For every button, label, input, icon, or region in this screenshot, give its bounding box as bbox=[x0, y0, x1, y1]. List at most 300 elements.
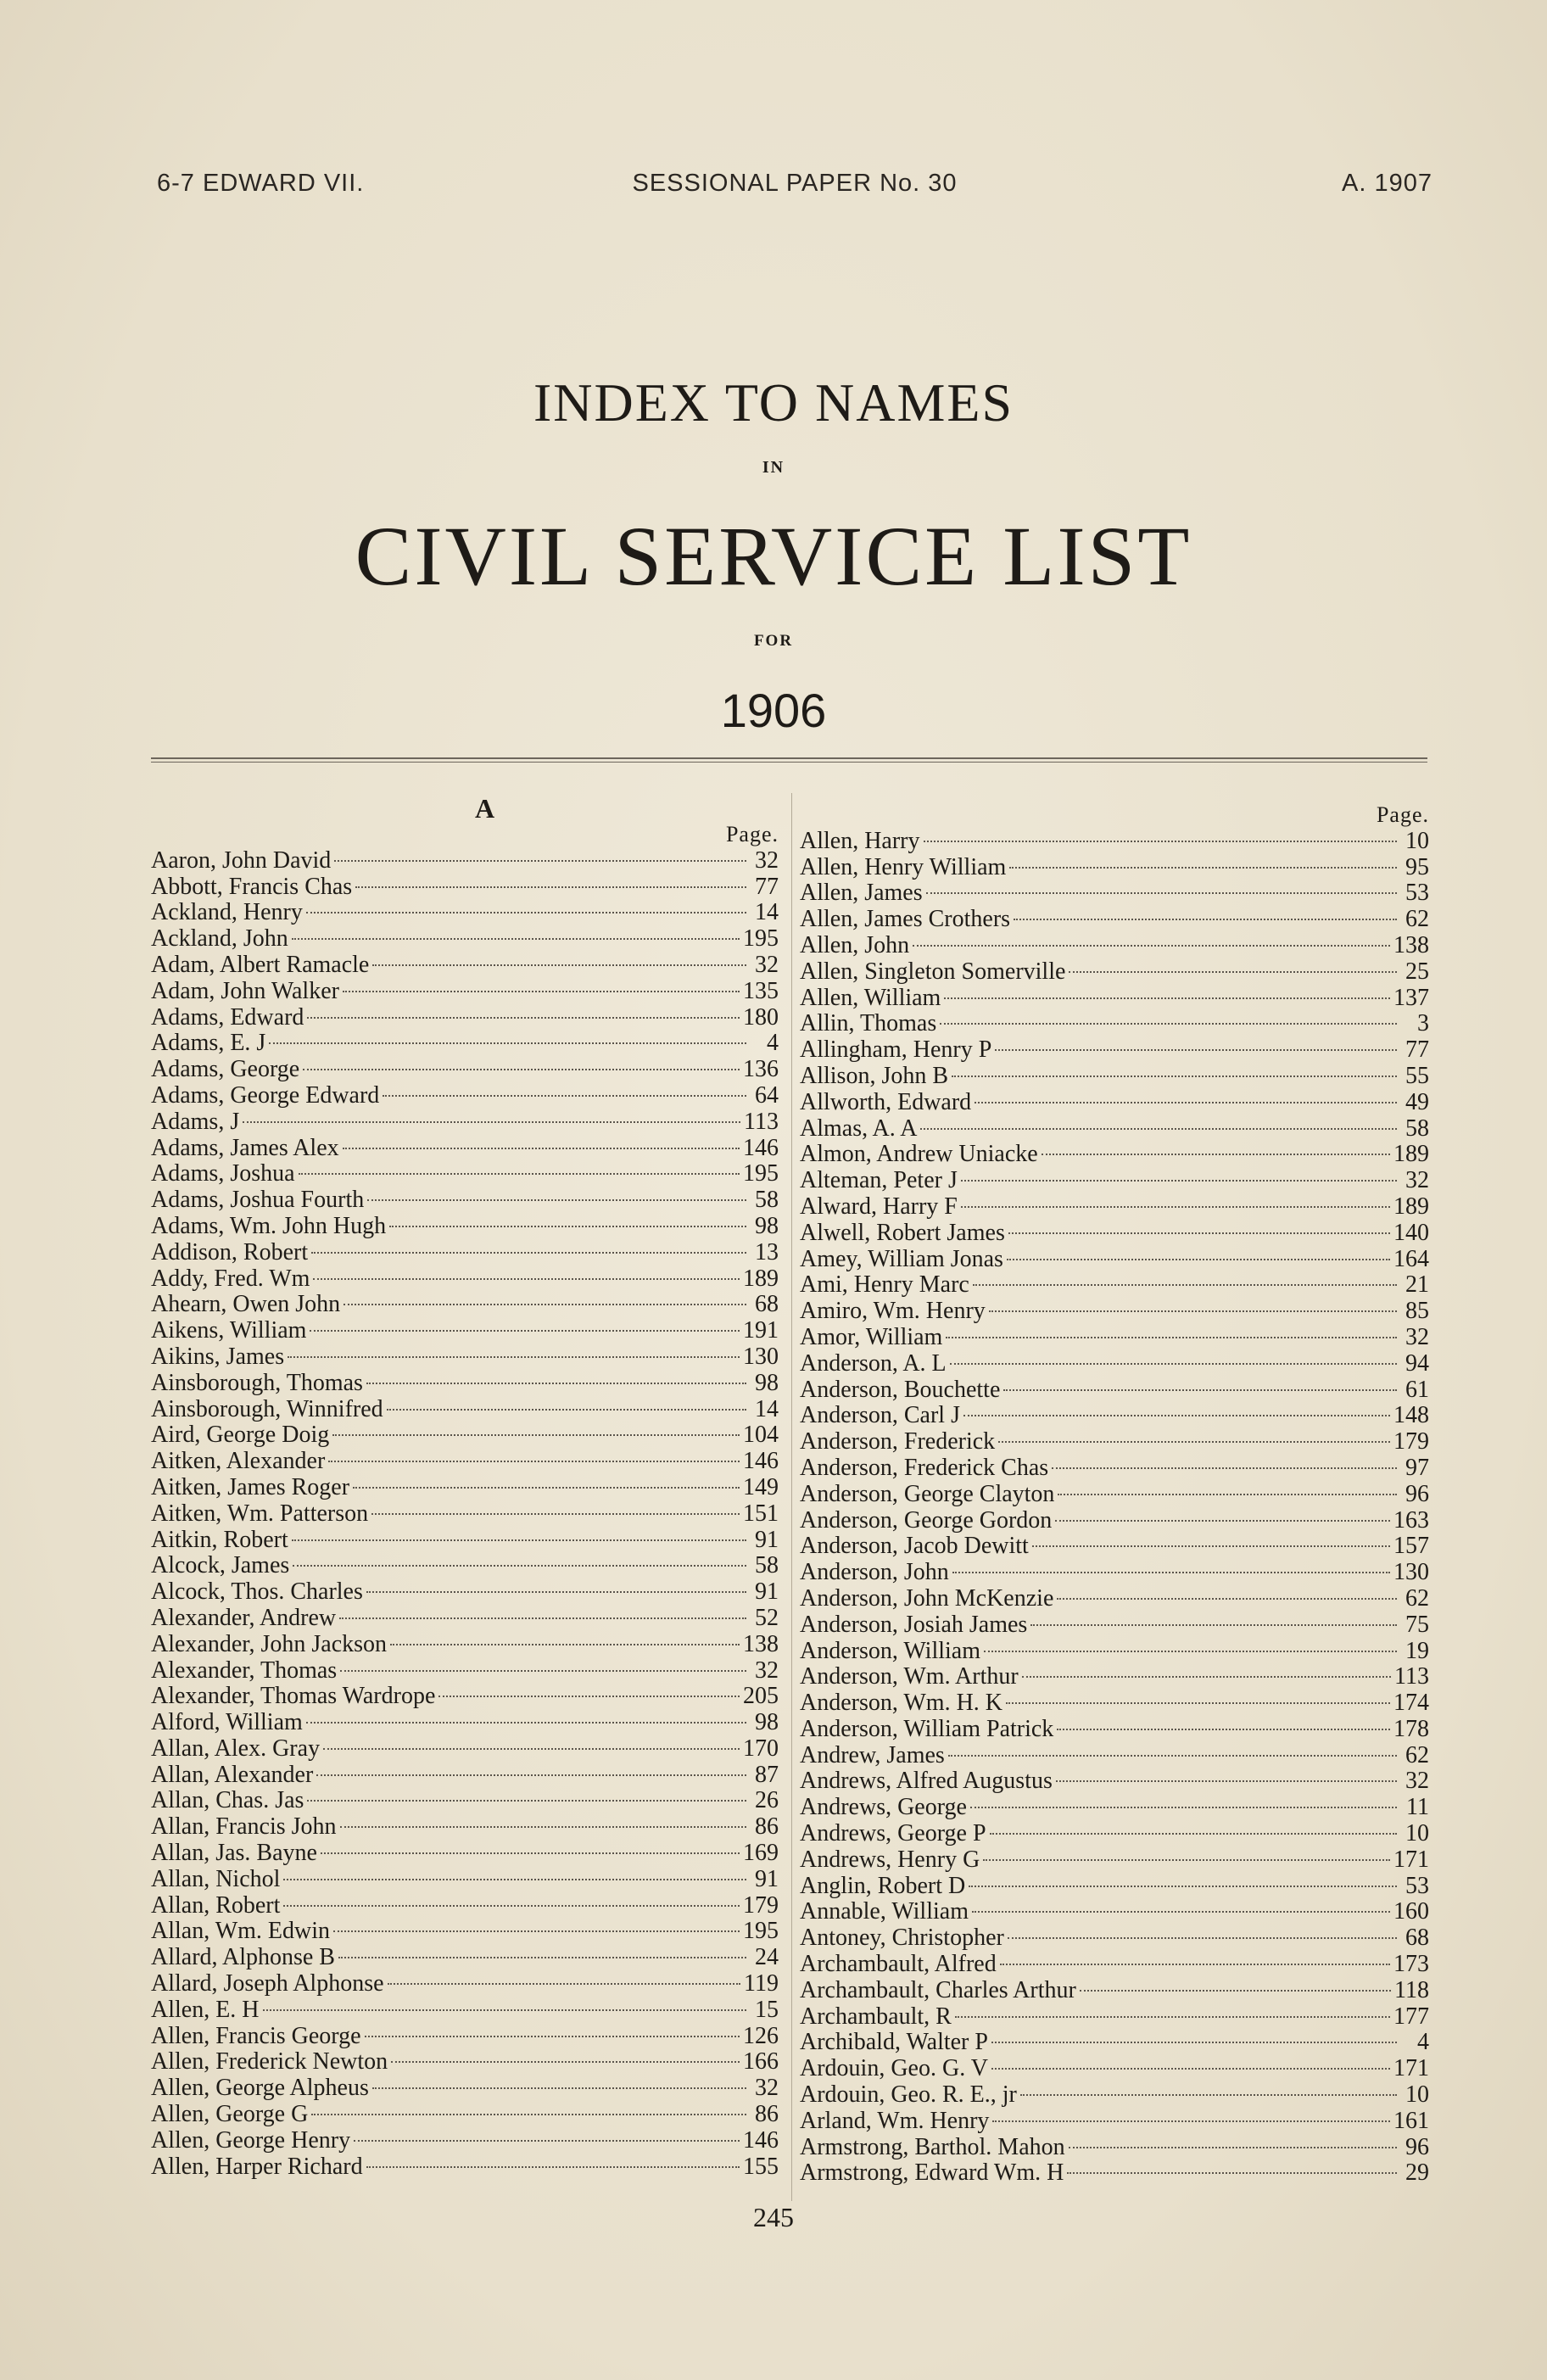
entry-page: 173 bbox=[1393, 1952, 1429, 1978]
entry-name: Allan, Alex. Gray bbox=[151, 1735, 321, 1762]
entry-name: Amiro, Wm. Henry bbox=[800, 1299, 986, 1325]
entry-page: 98 bbox=[755, 1370, 779, 1396]
entry-page: 189 bbox=[743, 1265, 779, 1292]
entry-page: 32 bbox=[1405, 1768, 1429, 1795]
leader-dots bbox=[299, 1173, 740, 1175]
entry-name: Ardouin, Geo. G. V bbox=[800, 2056, 988, 2082]
entry-name: Allan, Alexander bbox=[151, 1762, 314, 1788]
column-divider bbox=[791, 793, 792, 2201]
index-entry bbox=[151, 1919, 779, 1945]
leader-dots bbox=[992, 2120, 1390, 2122]
entry-name: Allin, Thomas bbox=[800, 1011, 937, 1037]
index-entry bbox=[151, 2154, 779, 2181]
index-entry bbox=[151, 1997, 779, 2024]
title-year: 1906 bbox=[720, 684, 827, 737]
index-entry bbox=[800, 1482, 1429, 1508]
entry-name: Adams, George Edward bbox=[151, 1082, 380, 1109]
entry-name: Adam, John Walker bbox=[151, 978, 339, 1004]
leader-dots bbox=[306, 1722, 746, 1724]
entry-page: 146 bbox=[743, 1449, 779, 1475]
leader-dots bbox=[343, 991, 740, 992]
entry-page: 195 bbox=[743, 1161, 779, 1187]
entry-name: Allen, Francis George bbox=[151, 2023, 361, 2049]
index-entry bbox=[151, 1109, 779, 1136]
leader-dots bbox=[1009, 867, 1397, 869]
leader-dots bbox=[306, 912, 746, 913]
index-entry bbox=[151, 1187, 779, 1214]
entry-page: 98 bbox=[755, 1710, 779, 1736]
index-entry bbox=[800, 1011, 1429, 1037]
index-entry bbox=[800, 2109, 1429, 2135]
entry-page: 195 bbox=[743, 926, 779, 953]
leader-dots bbox=[388, 1983, 741, 1985]
leader-dots bbox=[303, 1069, 740, 1070]
index-entry bbox=[800, 2056, 1429, 2082]
index-entry bbox=[800, 2030, 1429, 2056]
leader-dots bbox=[366, 2166, 740, 2168]
entry-page: 26 bbox=[755, 1788, 779, 1814]
entry-page: 113 bbox=[744, 1109, 779, 1135]
entry-name: Anderson, A. L bbox=[800, 1350, 947, 1377]
entry-page: 179 bbox=[743, 1892, 779, 1919]
leader-dots bbox=[969, 1886, 1397, 1887]
leader-dots bbox=[328, 1461, 740, 1462]
entry-name: Ackland, Henry bbox=[151, 900, 303, 926]
entry-page: 21 bbox=[1405, 1272, 1429, 1299]
index-entry bbox=[800, 1768, 1429, 1795]
index-entry bbox=[800, 959, 1429, 986]
index-entry bbox=[800, 1116, 1429, 1143]
index-entry bbox=[151, 2102, 779, 2128]
index-entry bbox=[151, 874, 779, 901]
entry-name: Allen, George G bbox=[151, 2102, 309, 2128]
leader-dots bbox=[292, 938, 740, 940]
index-entry bbox=[800, 2004, 1429, 2031]
entry-name: Armstrong, Edward Wm. H bbox=[800, 2160, 1064, 2187]
index-entry bbox=[151, 979, 779, 1005]
entry-page: 96 bbox=[1405, 1481, 1429, 1507]
leader-dots bbox=[1008, 1232, 1390, 1234]
entry-name: Anderson, George Clayton bbox=[800, 1481, 1055, 1507]
leader-dots bbox=[989, 1310, 1397, 1312]
index-entry bbox=[151, 1371, 779, 1397]
entry-name: Arland, Wm. Henry bbox=[800, 2108, 990, 2134]
leader-dots bbox=[307, 1800, 746, 1802]
leader-dots bbox=[926, 892, 1397, 894]
entry-name: Amey, William Jonas bbox=[800, 1246, 1003, 1272]
entry-name: Allen, Harry bbox=[800, 828, 920, 854]
entry-name: Allan, Francis John bbox=[151, 1814, 337, 1841]
leader-dots bbox=[952, 1572, 1390, 1573]
entry-name: Anderson, Frederick bbox=[800, 1429, 996, 1455]
leader-dots bbox=[995, 1049, 1397, 1051]
leader-dots bbox=[1057, 1598, 1397, 1600]
entry-name: Allen, James bbox=[800, 880, 923, 907]
entry-name: Archambault, R bbox=[800, 2003, 952, 2030]
leader-dots bbox=[313, 1278, 740, 1280]
leader-dots bbox=[991, 2042, 1397, 2043]
entry-page: 140 bbox=[1393, 1220, 1429, 1246]
entry-name: Allen, E. H bbox=[151, 1997, 260, 2023]
entry-page: 32 bbox=[755, 952, 779, 978]
entry-name: Aikens, William bbox=[151, 1318, 307, 1344]
entry-page: 205 bbox=[743, 1684, 779, 1710]
index-entry bbox=[151, 2128, 779, 2154]
index-entry bbox=[151, 1553, 779, 1579]
entry-name: Anderson, William bbox=[800, 1638, 980, 1664]
entry-page: 58 bbox=[755, 1553, 779, 1579]
leader-dots bbox=[1014, 919, 1397, 920]
index-entry bbox=[800, 1952, 1429, 1978]
leader-dots bbox=[1069, 971, 1397, 973]
leader-dots bbox=[1055, 1520, 1390, 1522]
entry-name: Allard, Alphonse B bbox=[151, 1945, 335, 1971]
entry-name: Alward, Harry F bbox=[800, 1193, 958, 1220]
index-entry bbox=[800, 1612, 1429, 1639]
leader-dots bbox=[340, 1670, 746, 1672]
leader-dots bbox=[955, 2016, 1390, 2018]
index-entry bbox=[151, 1710, 779, 1736]
index-entry bbox=[151, 2049, 779, 2076]
entry-page: 177 bbox=[1393, 2003, 1429, 2030]
leader-dots bbox=[1032, 1545, 1390, 1547]
entry-page: 98 bbox=[755, 1213, 779, 1239]
entry-name: Alcock, James bbox=[151, 1553, 290, 1579]
entry-page: 32 bbox=[755, 2076, 779, 2102]
leader-dots bbox=[1067, 2172, 1397, 2174]
entry-name: Allen, Singleton Somerville bbox=[800, 958, 1066, 985]
leader-dots bbox=[973, 1284, 1397, 1286]
entry-name: Anderson, Carl J bbox=[800, 1403, 960, 1429]
leader-dots bbox=[961, 1180, 1397, 1182]
index-entry bbox=[151, 1788, 779, 1814]
leader-dots bbox=[366, 1591, 746, 1593]
entry-name: Allingham, Henry P bbox=[800, 1037, 992, 1064]
leader-dots bbox=[367, 1199, 746, 1201]
entry-name: Alwell, Robert James bbox=[800, 1220, 1005, 1246]
entry-name: Annable, William bbox=[800, 1899, 969, 1925]
entry-name: Aitken, Wm. Patterson bbox=[151, 1500, 369, 1527]
entry-page: 55 bbox=[1405, 1063, 1429, 1089]
index-entry bbox=[151, 1449, 779, 1475]
leader-dots bbox=[307, 1017, 740, 1019]
entry-page: 58 bbox=[755, 1187, 779, 1214]
leader-dots bbox=[343, 1304, 746, 1305]
entry-page: 32 bbox=[1405, 1324, 1429, 1350]
entry-page: 64 bbox=[755, 1082, 779, 1109]
entry-name: Anderson, Josiah James bbox=[800, 1612, 1028, 1638]
page-column-heading: Page. bbox=[1376, 802, 1429, 827]
entry-page: 91 bbox=[755, 1527, 779, 1553]
index-entry bbox=[800, 1429, 1429, 1455]
entry-page: 91 bbox=[755, 1579, 779, 1606]
index-entry bbox=[151, 953, 779, 979]
index-entry bbox=[800, 2135, 1429, 2161]
leader-dots bbox=[323, 1748, 740, 1750]
entry-page: 126 bbox=[743, 2023, 779, 2049]
leader-dots bbox=[438, 1696, 740, 1697]
leader-dots bbox=[366, 1383, 746, 1384]
entry-name: Allen, Harper Richard bbox=[151, 2154, 363, 2180]
entry-page: 86 bbox=[755, 1814, 779, 1841]
entry-page: 52 bbox=[755, 1605, 779, 1631]
entry-page: 118 bbox=[1394, 1977, 1429, 2003]
entry-name: Addison, Robert bbox=[151, 1239, 309, 1265]
index-entry bbox=[151, 1528, 779, 1554]
entry-page: 191 bbox=[743, 1318, 779, 1344]
index-entry bbox=[800, 1821, 1429, 1847]
leader-dots bbox=[1007, 1259, 1390, 1260]
entry-name: Armstrong, Barthol. Mahon bbox=[800, 2134, 1065, 2160]
leader-dots bbox=[970, 1807, 1397, 1808]
page-number: 245 bbox=[753, 2202, 794, 2232]
entry-name: Antoney, Christopher bbox=[800, 1925, 1004, 1952]
title-rule bbox=[151, 757, 1427, 763]
entry-name: Ainsborough, Winnifred bbox=[151, 1396, 383, 1422]
entry-page: 178 bbox=[1393, 1716, 1429, 1742]
leader-dots bbox=[1058, 1494, 1397, 1495]
leader-dots bbox=[1020, 2094, 1397, 2096]
index-entry bbox=[151, 1031, 779, 1057]
entry-name: Allen, George Henry bbox=[151, 2127, 351, 2154]
entry-name: Aitken, Alexander bbox=[151, 1449, 326, 1475]
entry-name: Aikins, James bbox=[151, 1344, 285, 1370]
leader-dots bbox=[353, 1487, 740, 1489]
index-entry bbox=[800, 1795, 1429, 1821]
index-entry bbox=[800, 829, 1429, 855]
entry-page: 3 bbox=[1417, 1011, 1429, 1037]
index-entry bbox=[800, 1221, 1429, 1247]
entry-page: 97 bbox=[1405, 1455, 1429, 1481]
entry-name: Anglin, Robert D bbox=[800, 1873, 966, 1899]
entry-name: Allan, Chas. Jas bbox=[151, 1788, 304, 1814]
index-entry bbox=[151, 1397, 779, 1423]
entry-page: 15 bbox=[755, 1997, 779, 2023]
index-entry bbox=[151, 1893, 779, 1919]
entry-page: 146 bbox=[743, 2127, 779, 2154]
leader-dots bbox=[1006, 1702, 1390, 1704]
section-letter: A bbox=[475, 793, 495, 824]
index-entry bbox=[800, 1586, 1429, 1612]
leader-dots bbox=[952, 1075, 1397, 1077]
entry-name: Aaron, John David bbox=[151, 847, 332, 874]
entry-name: Anderson, Wm. H. K bbox=[800, 1690, 1003, 1717]
entry-name: Archambault, Charles Arthur bbox=[800, 1977, 1076, 2003]
index-entry bbox=[151, 1292, 779, 1318]
index-entry bbox=[151, 1501, 779, 1528]
entry-name: Adam, Albert Ramacle bbox=[151, 952, 370, 978]
entry-name: Adams, Edward bbox=[151, 1004, 304, 1031]
leader-dots bbox=[390, 1644, 740, 1645]
index-entry bbox=[151, 1736, 779, 1763]
entry-page: 29 bbox=[1405, 2160, 1429, 2187]
index-entry bbox=[800, 1874, 1429, 1900]
leader-dots bbox=[311, 1252, 746, 1254]
leader-dots bbox=[1030, 1624, 1397, 1626]
entry-page: 62 bbox=[1405, 1742, 1429, 1768]
entry-page: 4 bbox=[767, 1031, 779, 1057]
leader-dots bbox=[334, 860, 746, 862]
leader-dots bbox=[948, 1755, 1397, 1757]
entry-name: Adams, Wm. John Hugh bbox=[151, 1213, 387, 1239]
entry-page: 189 bbox=[1393, 1142, 1429, 1168]
leader-dots bbox=[340, 1826, 746, 1828]
entry-name: Aird, George Doig bbox=[151, 1422, 330, 1449]
leader-dots bbox=[1000, 1964, 1390, 1965]
index-entry bbox=[151, 1475, 779, 1501]
entry-page: 49 bbox=[1405, 1089, 1429, 1115]
entry-page: 170 bbox=[743, 1735, 779, 1762]
leader-dots bbox=[1052, 1467, 1397, 1469]
leader-dots bbox=[1069, 2147, 1397, 2148]
entry-page: 146 bbox=[743, 1135, 779, 1161]
entry-name: Alteman, Peter J bbox=[800, 1168, 958, 1194]
entry-name: Archambault, Alfred bbox=[800, 1952, 997, 1978]
entry-name: Andrews, George bbox=[800, 1795, 967, 1821]
index-entry bbox=[151, 1867, 779, 1893]
title-line-2: IN bbox=[762, 458, 785, 477]
index-entry bbox=[800, 1168, 1429, 1194]
entry-name: Ardouin, Geo. R. E., jr bbox=[800, 2082, 1017, 2109]
leader-dots bbox=[316, 1774, 746, 1776]
entry-name: Allen, James Crothers bbox=[800, 907, 1011, 933]
leader-dots bbox=[310, 1330, 740, 1332]
entry-page: 25 bbox=[1405, 958, 1429, 985]
entry-page: 179 bbox=[1393, 1429, 1429, 1455]
index-entry bbox=[800, 1847, 1429, 1874]
entry-name: Anderson, George Gordon bbox=[800, 1507, 1053, 1534]
index-entry bbox=[800, 933, 1429, 959]
index-entry bbox=[151, 2024, 779, 2050]
leader-dots bbox=[920, 1128, 1397, 1130]
index-entry bbox=[800, 1534, 1429, 1560]
leader-dots bbox=[332, 1434, 740, 1436]
index-entry bbox=[800, 855, 1429, 881]
entry-page: 85 bbox=[1405, 1299, 1429, 1325]
entry-page: 62 bbox=[1405, 1585, 1429, 1612]
entry-name: Anderson, Wm. Arthur bbox=[800, 1664, 1019, 1690]
entry-page: 138 bbox=[743, 1631, 779, 1657]
leader-dots bbox=[339, 1617, 746, 1619]
index-entry bbox=[800, 1194, 1429, 1221]
leader-dots bbox=[946, 1337, 1397, 1338]
entry-name: Andrews, Henry G bbox=[800, 1846, 980, 1873]
entry-page: 130 bbox=[743, 1344, 779, 1370]
entry-name: Amor, William bbox=[800, 1324, 943, 1350]
index-entry bbox=[800, 1925, 1429, 1952]
entry-page: 104 bbox=[743, 1422, 779, 1449]
entry-name: Allison, John B bbox=[800, 1063, 949, 1089]
index-entry bbox=[800, 880, 1429, 907]
index-entry bbox=[800, 1090, 1429, 1116]
entry-name: Andrews, George P bbox=[800, 1821, 986, 1847]
entry-page: 138 bbox=[1393, 932, 1429, 958]
entry-page: 174 bbox=[1393, 1690, 1429, 1717]
header-left: 6-7 EDWARD VII. bbox=[157, 170, 365, 197]
entry-name: Alford, William bbox=[151, 1710, 303, 1736]
leader-dots bbox=[991, 2068, 1390, 2070]
leader-dots bbox=[975, 1102, 1397, 1103]
entry-name: Andrews, Alfred Augustus bbox=[800, 1768, 1053, 1795]
entry-page: 53 bbox=[1405, 1873, 1429, 1899]
leader-dots bbox=[391, 2061, 740, 2063]
entry-page: 166 bbox=[743, 2049, 779, 2076]
index-entry bbox=[151, 926, 779, 953]
entry-name: Anderson, Bouchette bbox=[800, 1377, 1001, 1403]
entry-page: 13 bbox=[755, 1239, 779, 1265]
entry-page: 68 bbox=[755, 1292, 779, 1318]
leader-dots bbox=[338, 1957, 746, 1958]
index-entry bbox=[151, 900, 779, 926]
entry-page: 96 bbox=[1405, 2134, 1429, 2160]
leader-dots bbox=[243, 1121, 740, 1123]
index-entry bbox=[800, 1664, 1429, 1690]
leader-dots bbox=[372, 2087, 746, 2089]
entry-name: Aitkin, Robert bbox=[151, 1527, 288, 1553]
entry-page: 10 bbox=[1405, 1821, 1429, 1847]
leader-dots bbox=[990, 1833, 1397, 1835]
index-entry bbox=[151, 1632, 779, 1658]
entry-page: 19 bbox=[1405, 1638, 1429, 1664]
index-entry bbox=[151, 1814, 779, 1841]
entry-page: 10 bbox=[1405, 2082, 1429, 2109]
leader-dots bbox=[371, 1513, 740, 1515]
index-entry bbox=[800, 1978, 1429, 2004]
entry-page: 169 bbox=[743, 1841, 779, 1867]
left-column bbox=[151, 822, 779, 2180]
leader-dots bbox=[293, 1565, 746, 1567]
index-entry bbox=[151, 1057, 779, 1083]
index-entry bbox=[800, 1508, 1429, 1534]
index-entry bbox=[800, 1299, 1429, 1325]
entry-page: 61 bbox=[1405, 1377, 1429, 1403]
index-entry bbox=[800, 1639, 1429, 1665]
entry-page: 136 bbox=[743, 1057, 779, 1083]
index-entry bbox=[800, 1743, 1429, 1769]
leader-dots bbox=[950, 1363, 1397, 1365]
leader-dots bbox=[913, 945, 1390, 947]
entry-page: 157 bbox=[1393, 1534, 1429, 1560]
entry-name: Allan, Robert bbox=[151, 1892, 281, 1919]
index-entry bbox=[151, 1971, 779, 1997]
index-entry bbox=[800, 1247, 1429, 1273]
entry-name: Almon, Andrew Uniacke bbox=[800, 1142, 1038, 1168]
entry-name: Allan, Nichol bbox=[151, 1866, 281, 1892]
leader-dots bbox=[311, 2114, 746, 2115]
leader-dots bbox=[1003, 1389, 1397, 1391]
entry-name: Ami, Henry Marc bbox=[800, 1272, 969, 1299]
leader-dots bbox=[1042, 1154, 1390, 1155]
index-entry bbox=[800, 1403, 1429, 1429]
entry-name: Andrew, James bbox=[800, 1742, 945, 1768]
leader-dots bbox=[1022, 1676, 1391, 1678]
index-entry bbox=[800, 1377, 1429, 1404]
entry-page: 94 bbox=[1405, 1350, 1429, 1377]
entry-name: Adams, Joshua bbox=[151, 1161, 295, 1187]
entry-page: 135 bbox=[743, 978, 779, 1004]
index-entry bbox=[151, 848, 779, 874]
leader-dots bbox=[983, 1859, 1390, 1861]
index-entry bbox=[151, 1318, 779, 1344]
entry-page: 171 bbox=[1393, 2056, 1429, 2082]
entry-name: Allen, Henry William bbox=[800, 854, 1007, 880]
entry-name: Abbott, Francis Chas bbox=[151, 874, 353, 900]
entry-name: Anderson, William Patrick bbox=[800, 1716, 1054, 1742]
index-entry bbox=[151, 1658, 779, 1684]
entry-name: Archibald, Walter P bbox=[800, 2030, 988, 2056]
index-entry bbox=[151, 1763, 779, 1789]
leader-dots bbox=[1057, 1729, 1390, 1730]
